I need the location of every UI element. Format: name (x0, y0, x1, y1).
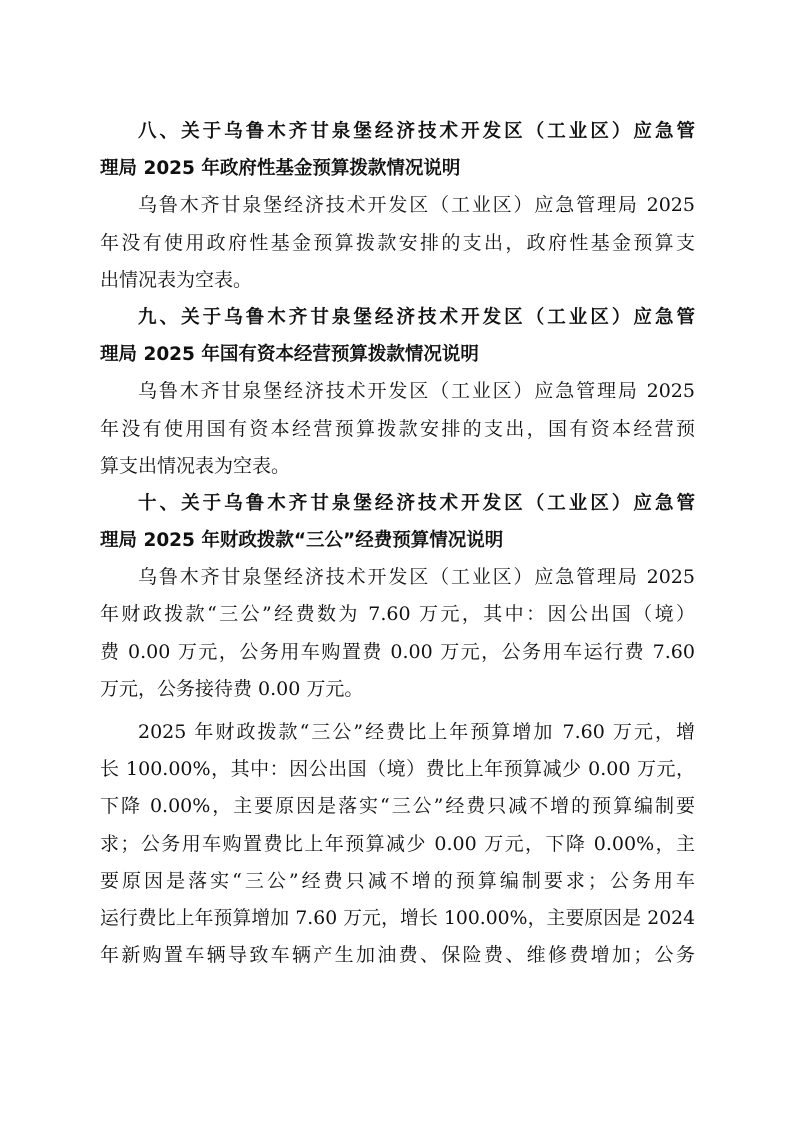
paragraph-line: 运行费比上年预算增加 7.60 万元，增长 100.00%，主要原因是 2024 (100, 907, 695, 929)
section-heading: 十、关于乌鲁木齐甘泉堡经济技术开发区（工业区）应急管 (138, 492, 695, 514)
paragraph (100, 559, 695, 708)
paragraph-line: 万元，公务接待费 0.00 万元。 (100, 677, 364, 700)
paragraph-line: 乌鲁木齐甘泉堡经济技术开发区（工业区）应急管理局 2025 (138, 380, 695, 403)
section-heading: 八、关于乌鲁木齐甘泉堡经济技术开发区（工业区）应急管 (138, 121, 695, 142)
section-9 (100, 299, 695, 485)
paragraph (100, 187, 695, 299)
paragraph-line: 年财政拨款“三公”经费数为 7.60 万元，其中：因公出国（境） (100, 603, 695, 626)
paragraph-line: 年没有使用政府性基金预算拨款安排的支出，政府性基金预算支 (100, 231, 695, 254)
paragraph-line: 出情况表为空表。 (100, 268, 253, 291)
section-heading: 理局 2025 年财政拨款“三公”经费预算情况说明 (100, 530, 504, 552)
paragraph-line: 求；公务用车购置费比上年预算减少 0.00 万元，下降 0.00%，主 (100, 832, 695, 855)
document-body (100, 113, 695, 974)
paragraph-line: 费 0.00 万元，公务用车购置费 0.00 万元，公务用车运行费 7.60 (100, 640, 695, 663)
paragraph (100, 714, 695, 974)
paragraph-line: 年新购置车辆导致车辆产生加油费、保险费、维修费增加；公务 (100, 944, 695, 967)
paragraph-line: 2025 年财政拨款“三公”经费比上年预算增加 7.60 万元，增 (138, 721, 695, 743)
paragraph-line: 长 100.00%，其中：因公出国（境）费比上年预算减少 0.00 万元， (100, 758, 695, 781)
section-heading: 九、关于乌鲁木齐甘泉堡经济技术开发区（工业区）应急管 (138, 306, 695, 328)
section-heading: 理局 2025 年国有资本经营预算拨款情况说明 (100, 344, 479, 366)
paragraph-line: 乌鲁木齐甘泉堡经济技术开发区（工业区）应急管理局 2025 (138, 194, 695, 217)
paragraph-line: 年没有使用国有资本经营预算拨款安排的支出，国有资本经营预 (100, 417, 695, 440)
paragraph-line: 乌鲁木齐甘泉堡经济技术开发区（工业区）应急管理局 2025 (138, 566, 695, 589)
paragraph-line: 下降 0.00%，主要原因是落实“三公”经费只减不增的预算编制要 (100, 795, 695, 818)
paragraph-line: 算支出情况表为空表。 (100, 454, 291, 477)
paragraph (100, 373, 695, 485)
section-10 (100, 485, 695, 974)
paragraph-line: 要原因是落实“三公”经费只减不增的预算编制要求；公务用车 (100, 869, 695, 892)
section-heading: 理局 2025 年政府性基金预算拨款情况说明 (100, 158, 461, 180)
section-8 (100, 113, 695, 299)
